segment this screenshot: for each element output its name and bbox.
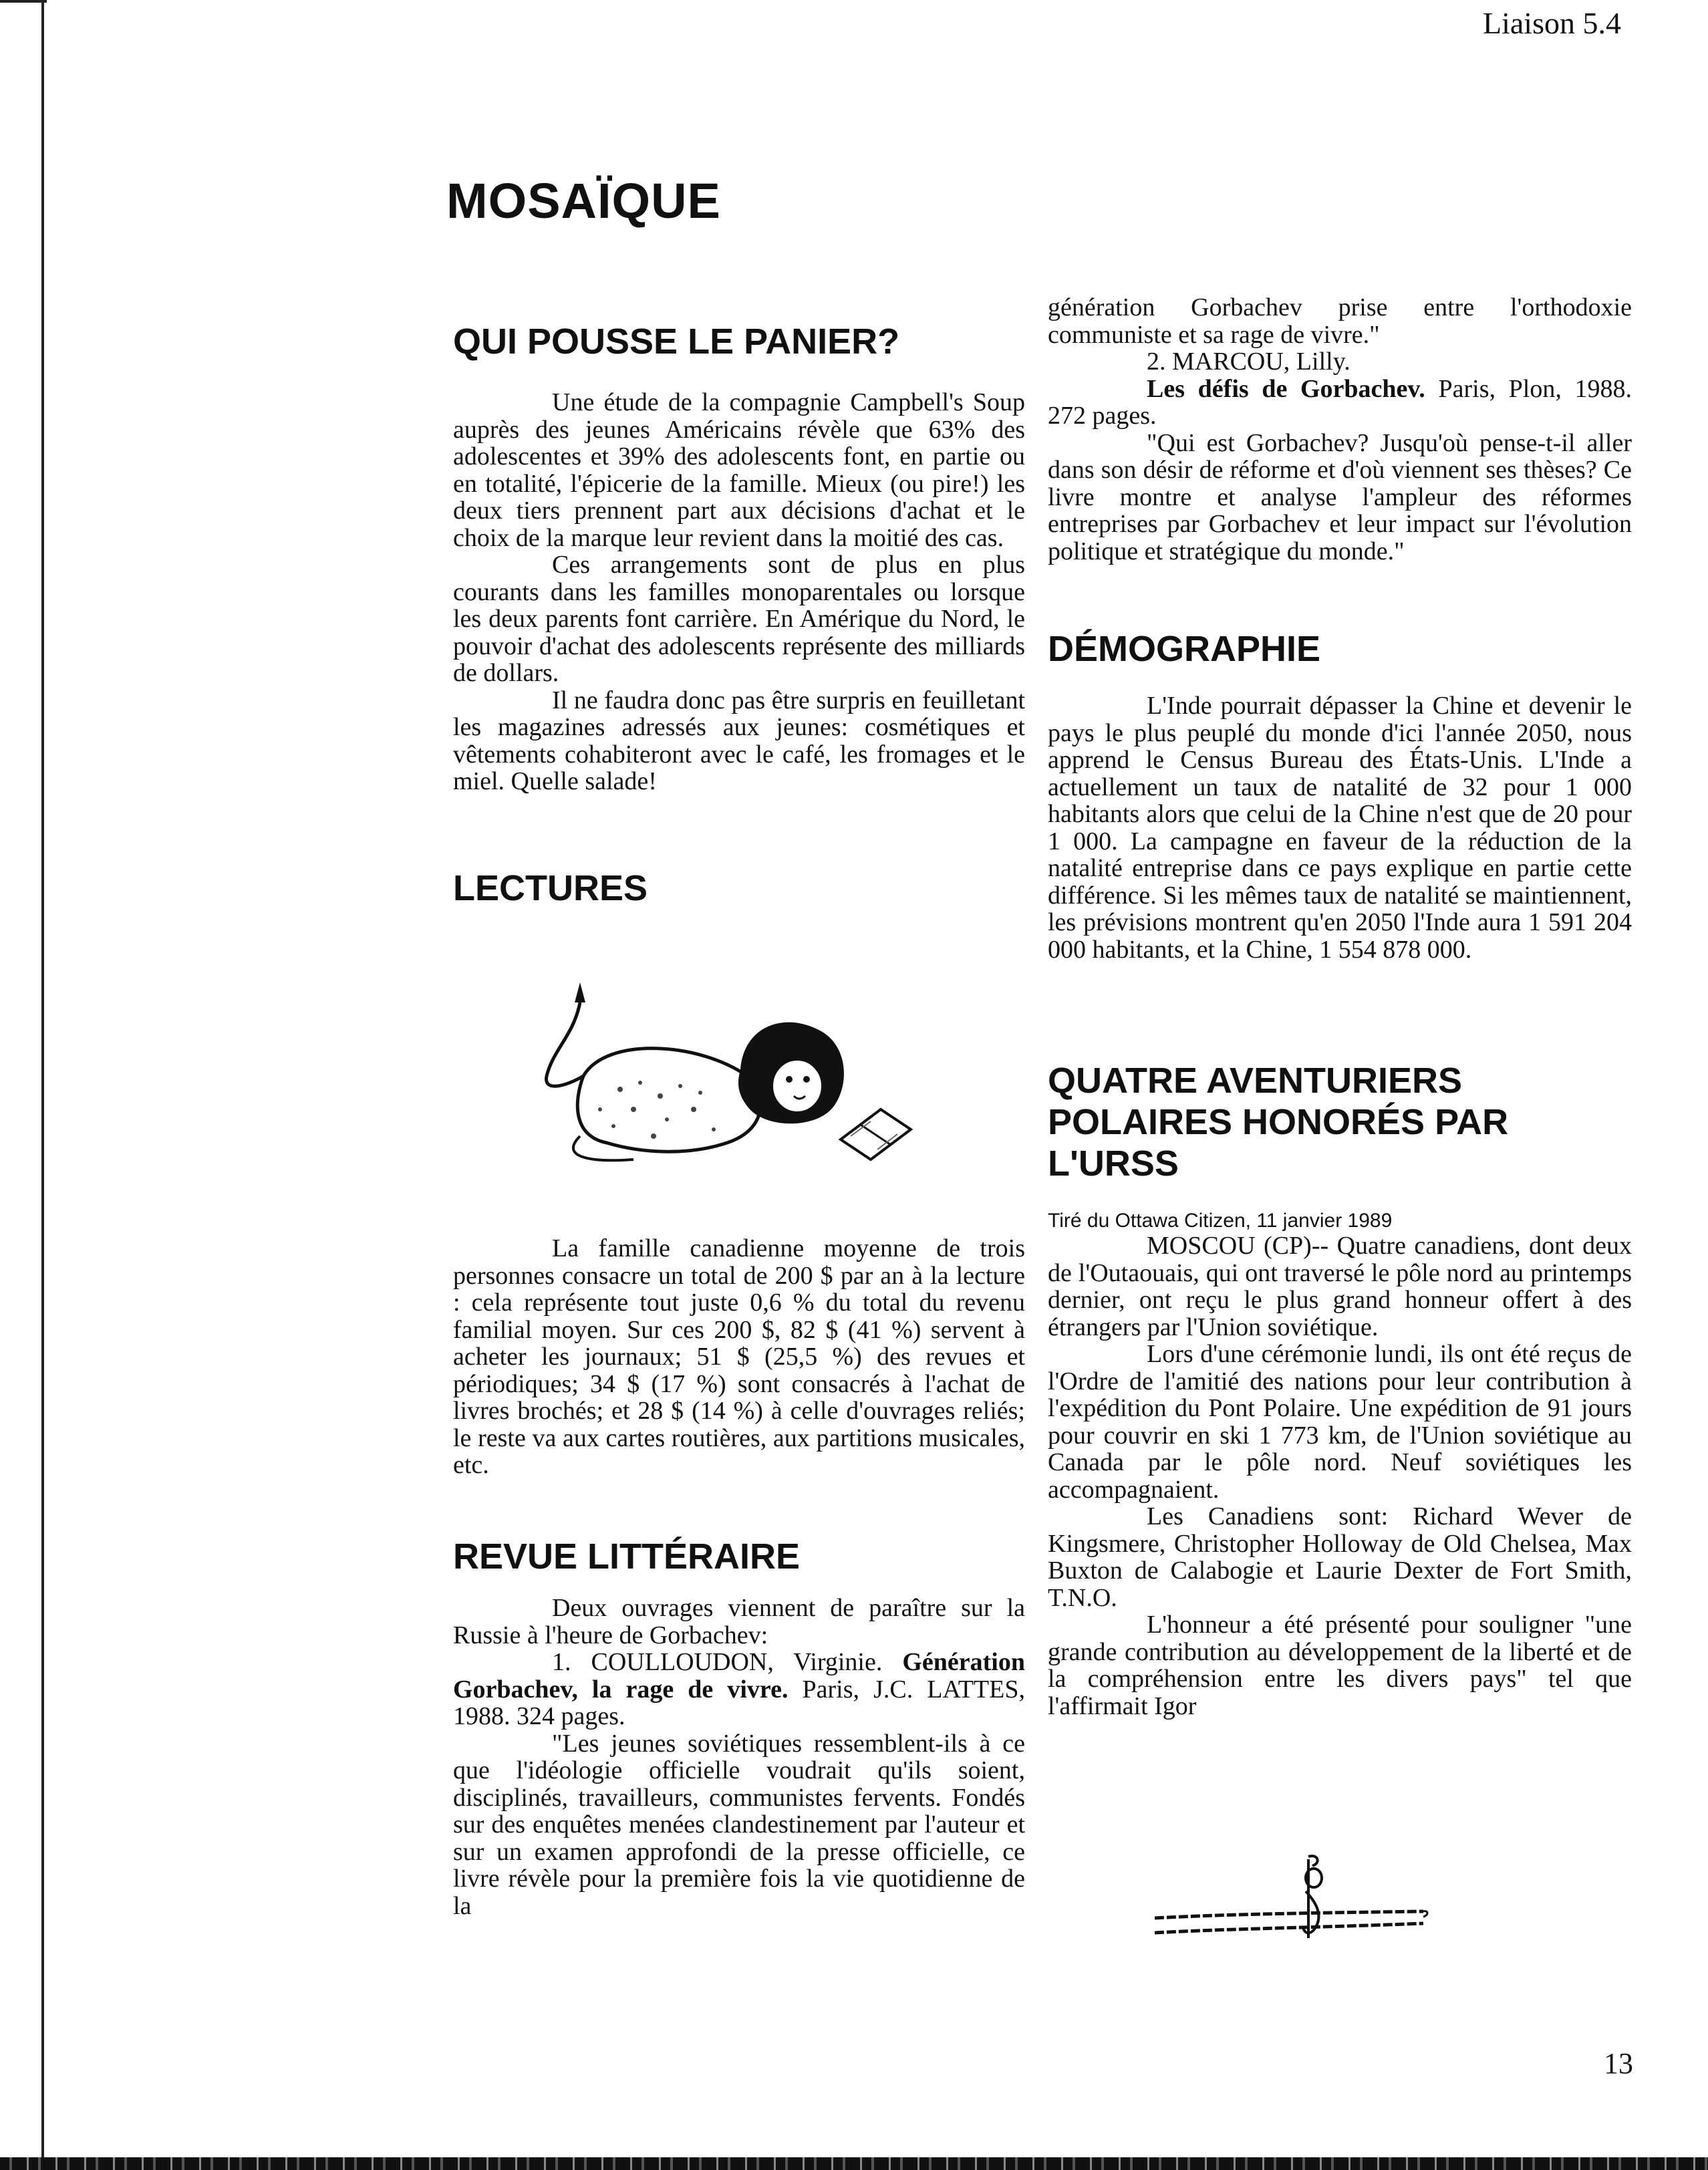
page-edge-top (0, 0, 47, 3)
paragraph: L'honneur a été présenté pour souligner "une grande contribution au développement de la liberté et de la compréhension entre les divers pays" tel que l'affirmait Igor (1048, 1611, 1632, 1720)
section-heading: DÉMOGRAPHIE (1048, 629, 1321, 669)
section-aventuriers (1048, 1060, 1632, 1720)
skier-on-skis-illustration (1148, 1851, 1429, 1951)
section-demographie (1048, 628, 1632, 963)
page-edge-bottom (0, 2157, 1708, 2170)
book-author: 2. MARCOU, Lilly. (1147, 348, 1350, 376)
paragraph: Lors d'une cérémonie lundi, ils ont été reçus de l'Ordre de l'amitié des nations pour leur contribution à l'expédition du Pont Polaire. Une expédition de 91 jours pour couvrir en ski 1 773 km, de l'Union soviétique au Canada par le pôle nord. Neuf soviétiques les accompagnaient. (1048, 1340, 1632, 1504)
section-revue-continued (1048, 294, 1632, 565)
book-title: Les défis de Gorbachev. (1147, 374, 1425, 403)
section-revue-litteraire (453, 1536, 1025, 1919)
section-heading: REVUE LITTÉRAIRE (453, 1536, 801, 1577)
paragraph: Deux ouvrages viennent de paraître sur la Russie à l'heure de Gorbachev: (453, 1594, 1025, 1649)
book-quote-end: génération Gorbachev prise entre l'orthodoxie communiste et sa rage de vivre." (1048, 293, 1632, 349)
paragraph: L'Inde pourrait dépasser la Chine et devenir le pays le plus peuplé du monde d'ici l'année 2050, nous apprend le Census Bureau des États-Unis. L'Inde a actuellement un taux de natalité de 32 pour 1 000 habitants alors que celui de la Chine n'est que de 20 pour 1 000. La campagne en faveur de la réduction de la natalité entreprise dans ce pays explique en partie cette différence. Si les mêmes taux de natalité se maintiennent, les prévisions montrent qu'en 2050 l'Inde aura 1 591 204 000 habitants, et la Chine, 1 554 878 000. (1048, 692, 1632, 964)
page-title: MOSAÏQUE (446, 173, 721, 229)
page-number: 13 (1604, 2047, 1633, 2080)
section-heading: LECTURES (453, 868, 648, 908)
section-lectures (453, 867, 1025, 909)
header-label: Liaison 5.4 (1483, 6, 1621, 40)
section-heading: QUI POUSSE LE PANIER? (453, 321, 900, 362)
book-reference (1048, 376, 1632, 430)
book-quote: "Qui est Gorbachev? Jusqu'où pense-t-il aller dans son désir de réforme et d'où viennent ses thèses? Ce livre montre et analyse l'ampleur des réformes entreprises par Gorbachev et leur impact sur l'évolution politique et stratégique du monde." (1048, 428, 1632, 565)
paragraph: Il ne faudra donc pas être surpris en feuilletant les magazines adressés aux jeunes: cosmétiques et vêtements cohabiteront avec le café, les fromages et le miel. Quelle salade! (453, 686, 1025, 795)
section-heading-line: QUATRE AVENTURIERS (1048, 1061, 1463, 1101)
article-source: Tiré du Ottawa Citizen, 11 janvier 1989 (1048, 1210, 1393, 1232)
book-publication: Paris, J.C. LATTES, 1988. 324 pages. (453, 1675, 1025, 1730)
section-heading-line: POLAIRES HONORÉS PAR (1048, 1102, 1509, 1142)
section-heading-line: L'URSS (1048, 1143, 1179, 1184)
paragraph: Une étude de la compagnie Campbell's Soup auprès des jeunes Américains révèle que 63% des adolescentes et 39% des adolescents font, en partie ou en totalité, l'épicerie de la famille. Mieux (ou pire!) les deux tiers prennent part aux décisions d'achat et le choix de la marque leur revient dans la moitié des cas. (453, 388, 1025, 552)
book-author: 1. COULLOUDON, Virginie. (552, 1648, 883, 1676)
book-reference (453, 1649, 1025, 1730)
section-qui-pousse (453, 321, 1025, 795)
book-quote: "Les jeunes soviétiques ressemblent-ils à ce que l'idéologie officielle voudrait qu'ils soient, disciplinés, travailleurs, communistes fervents. Fondés sur des enquêtes menées clandestinement par l'auteur et sur un examen approfondi de la presse officielle, ce livre révèle pour la première fois la vie quotidienne de la (453, 1729, 1025, 1920)
paragraph: Les Canadiens sont: Richard Wever de Kingsmere, Christopher Holloway de Old Chelsea, Max Buxton de Calabogie et Laurie Dexter de Fort Smith, T.N.O. (1048, 1502, 1632, 1612)
book-publication: Paris, Plon, 1988. 272 pages. (1048, 374, 1632, 430)
paragraph: Ces arrangements sont de plus en plus courants dans les familles monoparentales ou lorsque les deux parents font carrière. En Amérique du Nord, le pouvoir d'achat des adolescents représente des milliards de dollars. (453, 551, 1025, 687)
page-edge-left (41, 0, 44, 2170)
book-title: Génération Gorbachev, la rage de vivre. (453, 1648, 1025, 1704)
lion-reading-book-illustration (527, 976, 928, 1176)
paragraph: La famille canadienne moyenne de trois personnes consacre un total de 200 $ par an à la lecture : cela représente tout juste 0,6 % du total du revenu familial moyen. Sur ces 200 $, 82 $ (41 %) servent à acheter les journaux; 51 $ (25,5 %) des revues et périodiques; 34 $ (17 %) sont consacrés à l'achat de livres brochés; et 28 $ (14 %) à celle d'ouvrages reliés; le reste va aux cartes routières, aux partitions musicales, etc. (453, 1234, 1025, 1479)
section-lectures-text (453, 1235, 1025, 1479)
paragraph: MOSCOU (CP)-- Quatre canadiens, dont deux de l'Outaouais, qui ont traversé le pôle nord au printemps dernier, ont reçu le plus grand honneur offert à des étrangers par l'Union soviétique. (1048, 1232, 1632, 1341)
